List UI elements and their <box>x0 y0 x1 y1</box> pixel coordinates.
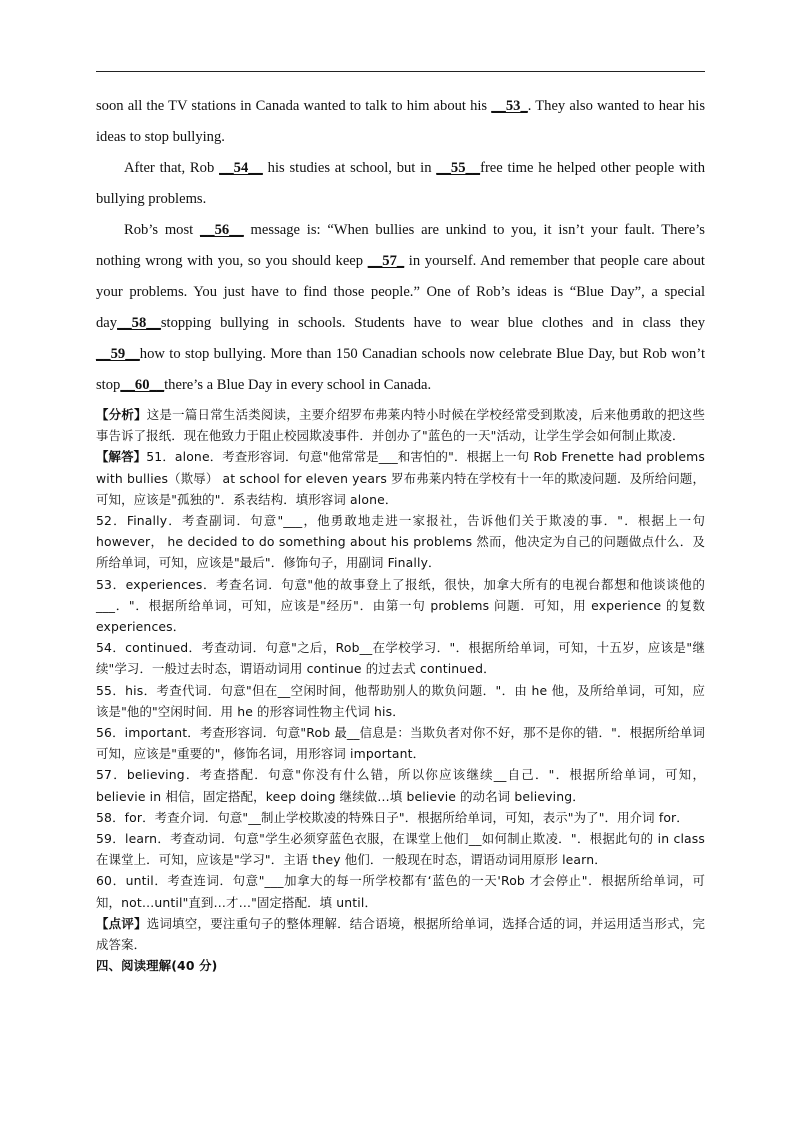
passage-text: . They also wanted to hear his ideas to stop bullying. <box>96 98 705 145</box>
blank-54: __54__ <box>219 160 263 176</box>
passage-text: free time he helped other people with bullying problems. <box>96 160 705 207</box>
answer-text: 51．alone．考查形容词．句意"他常常是___和害怕的"．根据上一句 Rob Frenette had problems with bullies（欺辱） at school for eleven years 罗布弗莱内特在学校有十一年的欺凌问题．及所给问题，可知，应该是"孤独的"．系表结构．填形容词 alone． <box>96 449 705 507</box>
passage-text: how to stop bullying. More than 150 Canadian schools now celebrate Blue Day, but Rob won’t stop <box>96 346 705 393</box>
blank-55: __55__ <box>436 160 481 176</box>
answer-56: 56．important．考查形容词．句意"Rob 最__信息是：当欺负者对你不好，那不是你的错．"．根据所给单词可知，应该是"重要的"，修饰名词，用形容词 important． <box>96 725 705 762</box>
blank-59: __59__ <box>96 346 140 362</box>
blank-60: __60__ <box>120 377 165 393</box>
answer-tag: 【解答】 <box>96 449 147 465</box>
passage-paragraph <box>96 91 705 153</box>
answer-55: 55．his．考查代词．句意"但在__空闲时间，他帮助别人的欺负问题．"．由 he 他，及所给单词，可知，应该是"他的"空闲时间．用 he 的形容词性物主代词 his． <box>96 682 705 719</box>
analysis-text: 这是一篇日常生活类阅读，主要介绍罗布弗莱内特小时候在学校经常受到欺凌，后来他勇敢的把这些事告诉了报纸．现在他致力于阻止校园欺凌事件．并创办了"蓝色的一天"活动，让学生学会如何制止欺凌． <box>96 407 705 444</box>
blank-58: __58__ <box>117 315 161 331</box>
header-rule <box>96 71 705 72</box>
passage-text: stopping bullying in schools. Students have to wear blue clothes and in class they <box>160 315 705 331</box>
passage-text: in yourself. And remember that people care about your problems. You just have to find those people.” One of Rob’s ideas is “Blue Day”, a special day <box>96 253 705 331</box>
comment-text: 选词填空，要注重句子的整体理解．结合语境，根据所给单词，选择合适的词，并运用适当形式，完成答案． <box>96 915 705 953</box>
cloze-passage <box>96 91 705 401</box>
section-heading: 四、阅读理解(40 分) <box>96 958 218 974</box>
answer-60: 60．until．考查连词．句意"___加拿大的每一所学校都有‘蓝色的一天'Rob 才会停止"．根据所给单词，可知，not…until"直到…才…"固定搭配．填 until． <box>96 873 705 910</box>
answer-57: 57．believing．考查搭配．句意"你没有什么错，所以你应该继续__自己．"．根据所给单词，可知，believie in 相信，固定搭配，keep doing 继续做…填 believie 的动名词 believing． <box>96 767 705 804</box>
blank-57: __57_ <box>367 253 405 269</box>
analysis-summary <box>96 404 705 446</box>
answer-51 <box>96 446 705 510</box>
passage-text: Rob’s most <box>124 222 200 238</box>
answer-54: 54．continued．考查动词．句意"之后，Rob__在学校学习．"．根据所给单词，可知，十五岁，应该是"继续"学习．一般过去时态，谓语动词用 continue 的过去式 continued． <box>96 640 705 677</box>
answer-58: 58．for．考查介词．句意"__制止学校欺凌的特殊日子"．根据所给单词，可知，表示"为了"．用介词 for． <box>96 809 689 825</box>
passage-text: After that, Rob <box>124 160 220 176</box>
analysis-tag: 【分析】 <box>96 407 147 422</box>
passage-paragraph <box>96 215 705 401</box>
answer-analysis <box>96 404 705 976</box>
passage-text: his studies at school, but in <box>262 160 437 176</box>
passage-paragraph <box>96 153 705 215</box>
comment <box>96 913 705 955</box>
answer-53: 53．experiences．考查名词．句意"他的故事登上了报纸，很快，加拿大所有的电视台都想和他谈谈他的___．"．根据所给单词，可知，应该是"经历"．由第一句 problems 问题．可知，用 experience 的复数 experiences． <box>96 576 705 635</box>
passage-text: message is: “When bullies are unkind to you, it isn’t your fault. There’s nothing wrong with you, so you should keep <box>96 222 705 269</box>
answer-59: 59．learn．考查动词．句意"学生必须穿蓝色衣服，在课堂上他们__如何制止欺凌．"．根据此句的 in class 在课堂上．可知，应该是"学习"．主语 they 他们．一般现在时态，谓语动词用原形 learn． <box>96 831 705 868</box>
passage-text: there’s a Blue Day in every school in Canada. <box>164 377 432 393</box>
passage-text: soon all the TV stations in Canada wanted to talk to him about his <box>96 98 492 114</box>
comment-tag: 【点评】 <box>96 915 147 931</box>
blank-53: __53_ <box>491 98 528 114</box>
blank-56: __56__ <box>200 222 244 238</box>
answer-52: 52．Finally．考查副词．句意"___，他勇敢地走进一家报社，告诉他们关于欺凌的事．"．根据上一句 however， he decided to do something about his problems 然而，他决定为自己的问题做点什么．及所给单词，可知，应该是"最后"．修饰句子，用副词 Finally． <box>96 513 705 571</box>
